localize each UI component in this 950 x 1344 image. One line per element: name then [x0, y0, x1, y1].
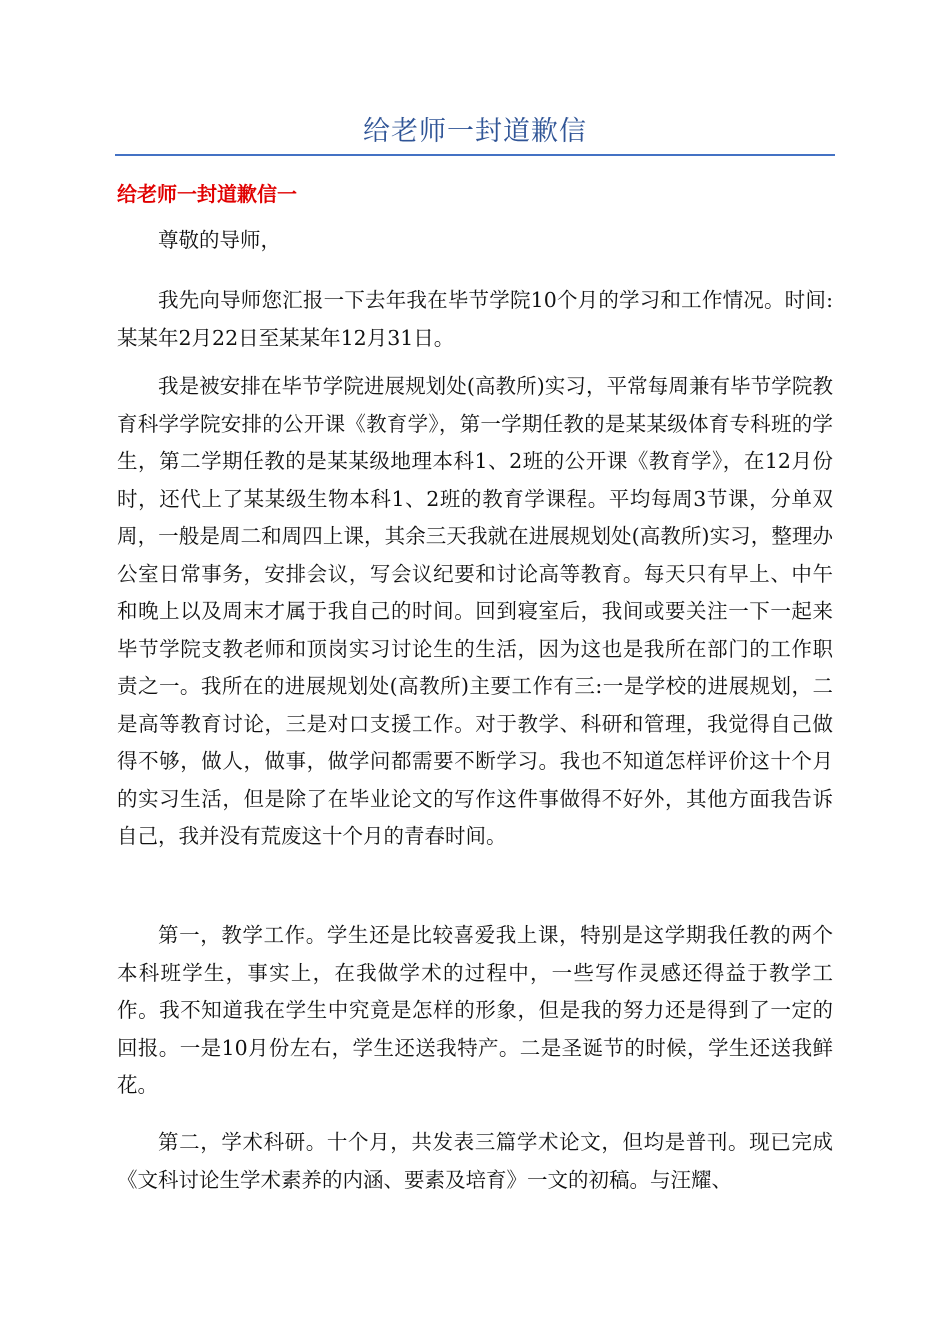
- section-heading: 给老师一封道歉信一: [117, 182, 297, 206]
- paragraph-research: 第二，学术科研。十个月，共发表三篇学术论文，但均是普刊。现已完成《文科讨论生学术素养的内涵、要素及培育》一文的初稿。与汪耀、: [117, 1130, 833, 1192]
- paragraph-internship: 我是被安排在毕节学院进展规划处(高教所)实习，平常每周兼有毕节学院教育科学学院安排的公开课《教育学》，第一学期任教的是某某级体育专科班的学生，第二学期任教的是某某级地理本科1、2班的公开课《教育学》，在12月份时，还代上了某某级生物本科1、2班的教育学课程。平均每周3节课，分单双周，一般是周二和周四上课，其余三天我就在进展规划处(高教所)实习，整理办公室日常事务，安排会议，写会议纪要和讨论高等教育。每天只有早上、中午和晚上以及周末才属于我自己的时间。回到寝室后，我间或要关注一下一起来毕节学院支教老师和顶岗实习讨论生的生活，因为这也是我所在部门的工作职责之一。我所在的进展规划处(高教所)主要工作有三:一是学校的进展规划，二是高等教育讨论，三是对口支援工作。对于教学、科研和管理，我觉得自己做得不够，做人，做事，做学问都需要不断学习。我也不知道怎样评价这十个月的实习生活，但是除了在毕业论文的写作这件事做得不好外，其他方面我告诉自己，我并没有荒废这十个月的青春时间。: [117, 374, 833, 848]
- title-underline: [115, 154, 835, 156]
- document-title: 给老师一封道歉信: [363, 116, 587, 147]
- paragraph-teaching: 第一，教学工作。学生还是比较喜爱我上课，特别是这学期我任教的两个本科班学生，事实上，在我做学术的过程中，一些写作灵感还得益于教学工作。我不知道我在学生中究竟是怎样的形象，但是我的努力还是得到了一定的回报。一是10月份左右，学生还送我特产。二是圣诞节的时候，学生还送我鲜花。: [117, 923, 833, 1097]
- salutation: 尊敬的导师，: [158, 228, 281, 252]
- paragraph-report-intro: 我先向导师您汇报一下去年我在毕节学院10个月的学习和工作情况。时间:某某年2月22日至某某年12月31日。: [117, 288, 833, 350]
